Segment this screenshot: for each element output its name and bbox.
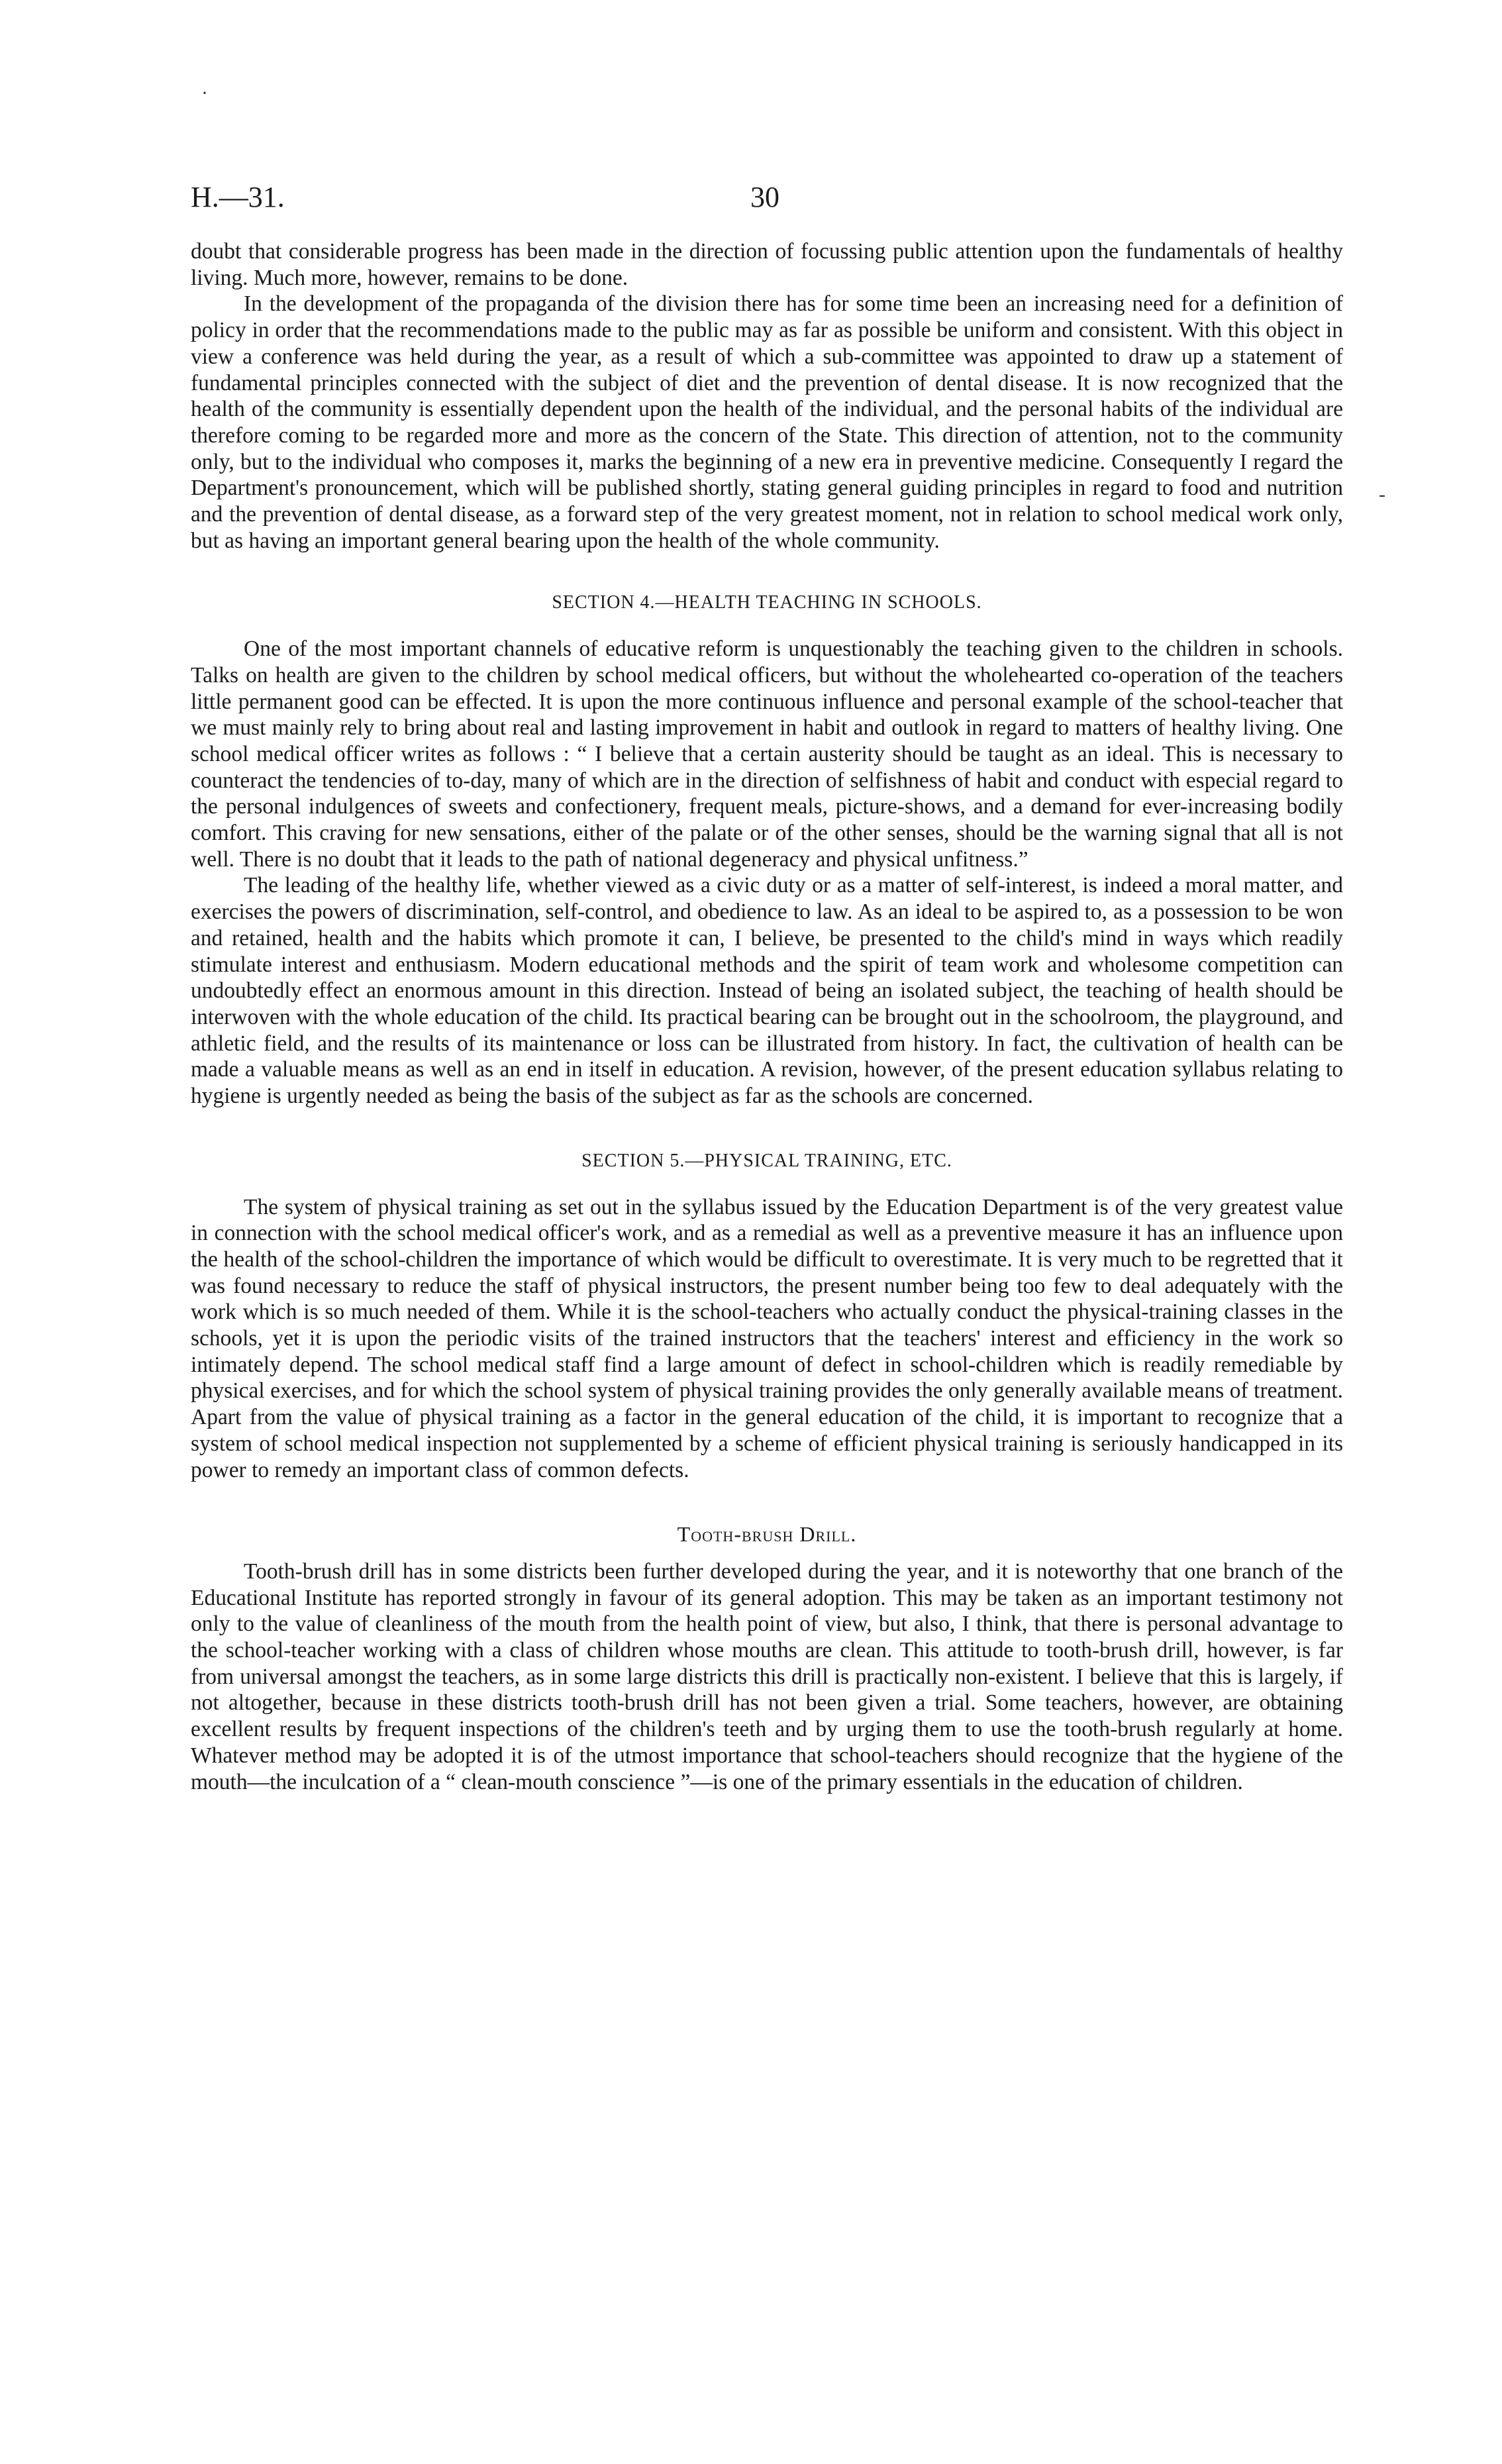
paragraph-continuation: doubt that considerable progress has been made in the direction of focussing public attention upon the fundamentals of healthy living. Much more, however, remains to be done. [191, 239, 1343, 290]
paragraph-health-teaching: One of the most important channels of educative reform is unquestionably the teaching given to the children in schools. Talks on health are given to the children by school medical officers, but without the wholehearted co-operation of the teachers little permanent good can be effected. It is upon the more continuous influence and personal example of the school-teacher that we must mainly rely to bring about real and lasting improvement in habit and outlook in regard to matters of healthy living. One school medical officer writes as follows : “ I believe that a certain austerity should be taught as an ideal. This is necessary to counteract the tendencies of to-day, many of which are in the direction of selfishness of habit and conduct with especial regard to the personal indulgences of sweets and confectionery, frequent meals, picture-shows, and a demand for ever-increasing bodily comfort. This craving for new sensations, either of the palate or of the other senses, should be the warning signal that all is not well. There is no doubt that it leads to the path of national degeneracy and physical unfitness.” [191, 637, 1343, 872]
page-number: 30 [750, 181, 779, 213]
paragraph-physical-training: The system of physical training as set out in the syllabus issued by the Education Department is of the very greatest value in connection with the school medical officer's work, and as a remedial as well as a preventive measure it has an influence upon the health of the school-children the importance of which would be difficult to overestimate. It is very much to be regretted that it was found necessary to reduce the staff of physical instructors, the present number being too few to deal adequately with the work which is so much needed of them. While it is the school-teachers who actually conduct the physical-training classes in the schools, yet it is upon the periodic visits of the trained instructors that the teachers' interest and efficiency in the work so intimately depend. The school medical staff find a large amount of defect in school-children which is readily remediable by physical exercises, and for which the school system of physical training provides the only generally available means of treatment. Apart from the value of physical training as a factor in the general education of the child, it is important to recognize that a system of school medical inspection not supplemented by a scheme of efficient physical training is seriously handicapped in its power to remedy an important class of common defects. [191, 1194, 1343, 1482]
paragraph-propaganda-policy: In the development of the propaganda of the division there has for some time been an increasing need for a definition of policy in order that the recommendations made to the public may as far as possible be uniform and consistent. With this object in view a conference was held during the year, as a result of which a sub-committee was appointed to draw up a statement of fundamental principles connected with the subject of diet and the prevention of dental disease. It is now recognized that the health of the community is essentially dependent upon the health of the individual, and the personal habits of the individual are therefore coming to be regarded more and more as the concern of the State. This direction of attention, not to the community only, but to the individual who composes it, marks the beginning of a new era in preventive medicine. Consequently I regard the Department's pronouncement, which will be published shortly, stating general guiding principles in regard to food and nutrition and the prevention of dental disease, as a forward step of the very greatest moment, not in relation to school medical work only, but as having an important general bearing upon the health of the whole community. [191, 291, 1343, 553]
body-text [191, 238, 1343, 1795]
margin-mark-dash: - [1379, 484, 1385, 505]
section-4-heading: SECTION 4.—HEALTH TEACHING IN SCHOOLS. [552, 592, 982, 613]
paragraph-healthy-life: The leading of the healthy life, whether viewed as a civic duty or as a matter of self-interest, is indeed a moral matter, and exercises the powers of discrimination, self-control, and obedience to law. As an ideal to be aspired to, as a possession to be won and retained, health and the habits which promote it can, I believe, be presented to the child's mind in ways which readily stimulate interest and enthusiasm. Modern educational methods and the spirit of team work and wholesome competition can undoubtedly effect an enormous amount in this direction. Instead of being an isolated subject, the teaching of health should be interwoven with the whole education of the child. Its practical bearing can be brought out in the schoolroom, the playground, and athletic field, and the results of its maintenance or loss can be illustrated from history. In fact, the cultivation of health can be made a valuable means as well as an end in itself in education. A revision, however, of the present education syllabus relating to hygiene is urgently needed as being the basis of the subject as far as the schools are concerned. [191, 873, 1343, 1109]
paragraph-tooth-brush-drill: Tooth-brush drill has in some districts been further developed during the year, and it is noteworthy that one branch of the Educational Institute has reported strongly in favour of its general adoption. This may be taken as an important testimony not only to the value of cleanliness of the mouth from the health point of view, but also, I think, that there is personal advantage to the school-teacher working with a class of children whose mouths are clean. This attitude to tooth-brush drill, however, is far from universal amongst the teachers, as in some large districts this drill is practically non-existent. I believe that this is largely, if not altogether, because in these districts tooth-brush drill has not been given a trial. Some teachers, however, are obtaining excellent results by frequent inspections of the children's teeth and by urging them to use the tooth-brush regularly at home. Whatever method may be adopted it is of the utmost importance that school-teachers should recognize that the hygiene of the mouth—the inculcation of a “ clean-mouth conscience ”—is one of the primary essentials in the education of children. [191, 1559, 1343, 1794]
document-reference: H.—31. [191, 181, 285, 213]
section-5-heading: SECTION 5.—PHYSICAL TRAINING, ETC. [581, 1150, 952, 1171]
stray-mark-dot: · [201, 82, 208, 104]
tooth-brush-drill-heading: Tooth-brush Drill. [677, 1522, 857, 1547]
page-header [191, 180, 1343, 220]
